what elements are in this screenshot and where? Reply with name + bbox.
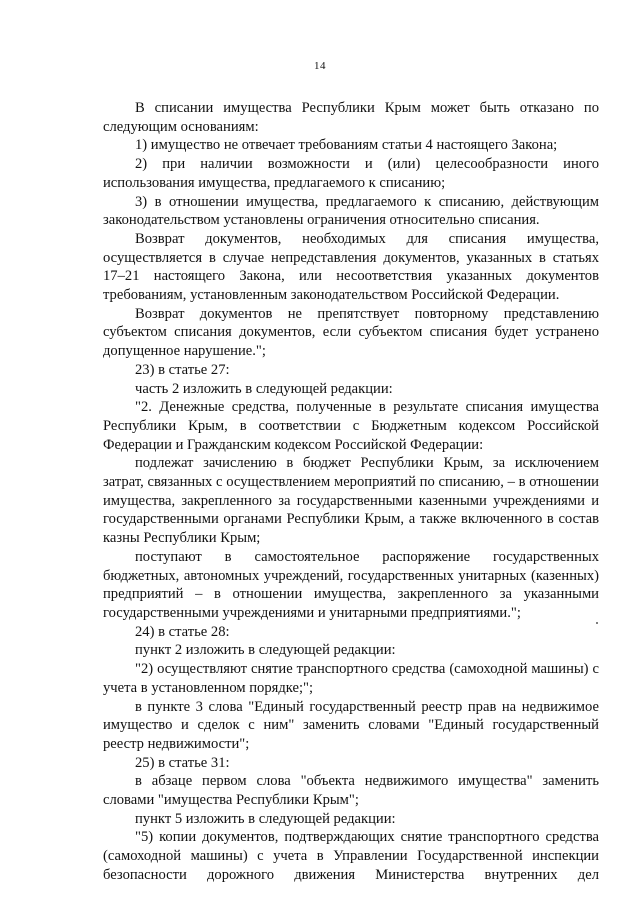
document-body	[103, 99, 599, 885]
paragraph-return-no-obstacle: Возврат документов не препятствует повторному представлению субъектом списания документов, если субъектом списания будет устранено допущенное нарушение.";	[103, 305, 599, 360]
paragraph-point-3-words: в пункте 3 слова "Единый государственный реестр прав на недвижимое имущество и сделок с ним" заменить словами "Единый государственный реестр недвижимости";	[103, 698, 599, 752]
paragraph-independent-disposal: поступают в самостоятельное распоряжение государственных бюджетных, автономных учреждений, государственных унитарных (казенных) предприятий – в отношении имущества, закрепленного за указанными государственными учреждениями и унитарными предприятиями.";	[103, 548, 599, 621]
paragraph-first-paragraph-words: в абзаце первом слова "объекта недвижимого имущества" заменить словами "имущества Республики Крым";	[103, 773, 599, 809]
paragraph-document-copies: "5) копии документов, подтверждающих снятие транспортного средства (самоходной машины) с учета в Управлении Государственной инспекции безопасности дорожного движения Министерства внутренних дел	[103, 829, 599, 883]
paragraph-part-2-edit: часть 2 изложить в следующей редакции:	[135, 380, 393, 397]
paragraph-article-28: 24) в статье 28:	[135, 623, 230, 640]
paragraph-return-documents: Возврат документов, необходимых для списания имущества, осуществляется в случае непредставления документов, указанных в статьях 17–21 настоящего Закона, или несоответствия указанных документов требованиям, установленным законодательством Российской Федерации.	[103, 230, 599, 304]
paragraph-point-2-edit: пункт 2 изложить в следующей редакции:	[135, 642, 396, 659]
paragraph-article-27: 23) в статье 27:	[135, 361, 230, 378]
scan-speck	[596, 622, 598, 624]
paragraph-article-31: 25) в статье 31:	[135, 754, 230, 771]
paragraph-item-2: 2) при наличии возможности и (или) целесообразности иного использования имущества, предлагаемого к списанию;	[103, 156, 599, 191]
paragraph-item-3: 3) в отношении имущества, предлагаемого к списанию, действующим законодательством установлены ограничения относительно списания.	[103, 193, 599, 229]
paragraph-refusal-grounds: В списании имущества Республики Крым может быть отказано по следующим основаниям:	[103, 100, 599, 135]
page-number: 14	[314, 60, 326, 72]
paragraph-item-1: 1) имущество не отвечает требованиям статьи 4 настоящего Закона;	[135, 137, 558, 154]
paragraph-budget-credit: подлежат зачислению в бюджет Республики Крым, за исключением затрат, связанных с осуществлением мероприятий по списанию, – в отношении имущества, закрепленного за государственными казенными учреждениями и государственными органами Республики Крым, а также включенного в состав казны Республики Крым;	[103, 455, 599, 547]
paragraph-point-5-edit: пункт 5 изложить в следующей редакции:	[135, 810, 396, 827]
paragraph-funds: "2. Денежные средства, полученные в результате списания имущества Республики Крым, в соответствии с Бюджетным кодексом Российской Федерации и Гражданским кодексом Российской Федерации:	[103, 399, 599, 453]
paragraph-vehicle-deregistration: "2) осуществляют снятие транспортного средства (самоходной машины) с учета в установленном порядке;";	[103, 661, 599, 696]
